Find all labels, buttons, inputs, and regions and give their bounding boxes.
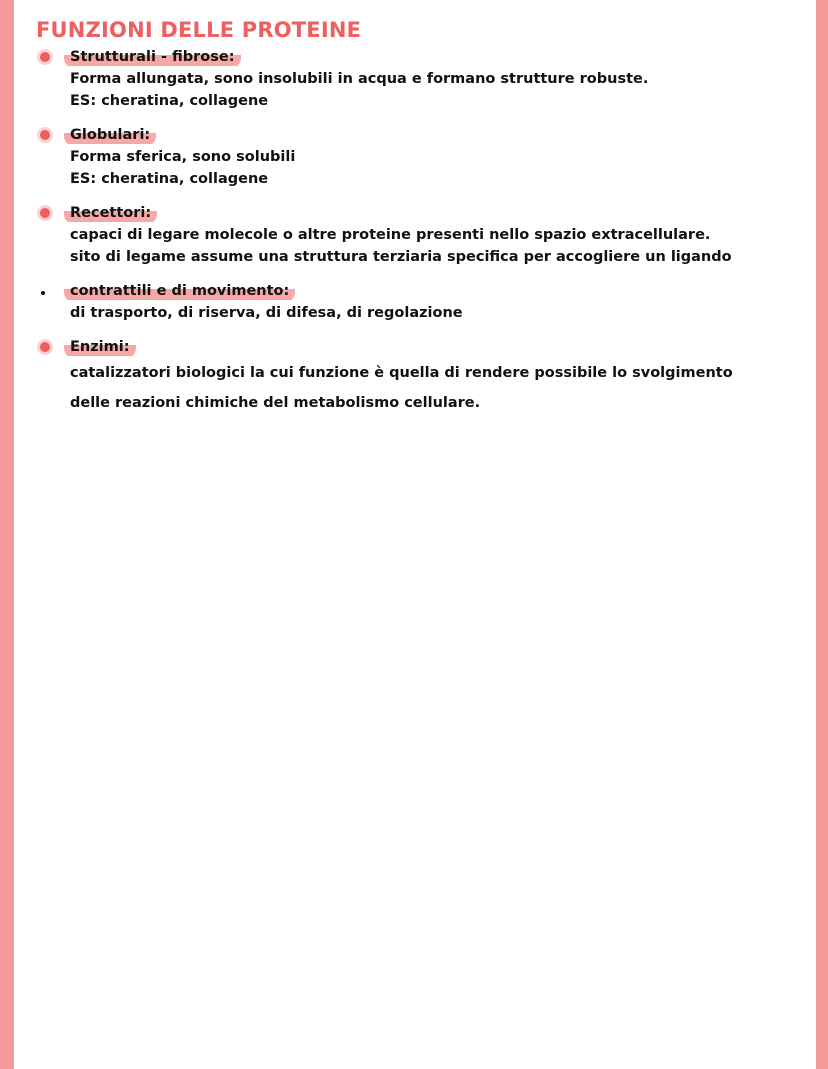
section-line: delle reazioni chimiche del metabolismo cellulare. [70,395,481,411]
section-strutturali [36,46,806,112]
section-line: capaci di legare molecole o altre proteine presenti nello spazio extracellulare. [70,227,711,243]
section-heading: Recettori: [64,202,157,224]
bullet-icon [40,52,50,62]
document-page [36,16,806,430]
section-globulari [36,124,806,190]
bullet-icon [40,208,50,218]
right-border [816,0,828,1069]
section-heading: contrattili e di movimento: [64,280,295,302]
section-line: Forma allungata, sono insolubili in acqua e formano strutture robuste. [70,71,649,87]
section-line: di trasporto, di riserva, di difesa, di regolazione [70,305,463,321]
section-line: catalizzatori biologici la cui funzione è quella di rendere possibile lo svolgimento [70,365,733,381]
left-border [0,0,14,1069]
section-enzimi [36,336,806,418]
section-recettori [36,202,806,268]
bullet-icon [40,342,50,352]
page-title: FUNZIONI DELLE PROTEINE [36,18,362,42]
section-line: sito di legame assume una struttura terziaria specifica per accogliere un ligando [70,249,732,265]
section-line: Forma sferica, sono solubili [70,149,296,165]
section-contrattili [36,280,806,324]
bullet-icon [40,130,50,140]
section-line: ES: cheratina, collagene [70,93,269,109]
section-heading: Enzimi: [64,336,136,358]
section-line: ES: cheratina, collagene [70,171,269,187]
section-heading: Globulari: [64,124,156,146]
small-bullet-icon [41,291,45,295]
section-heading: Strutturali - fibrose: [64,46,241,68]
